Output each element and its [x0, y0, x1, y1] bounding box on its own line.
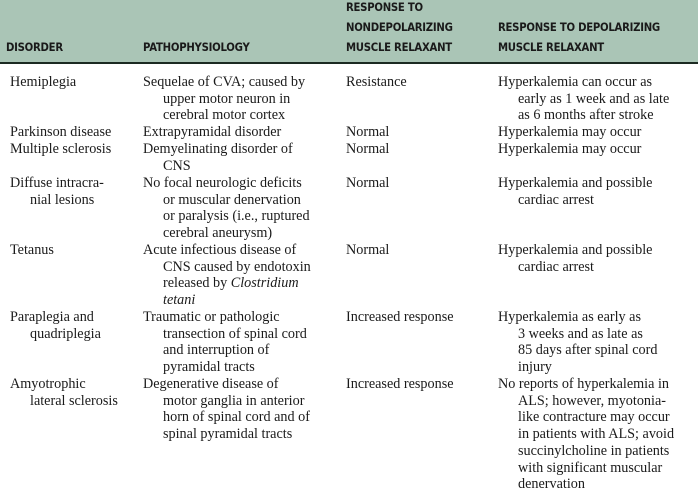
cell-depolarizing: No reports of hyperkalemia in ALS; however, myotonia- like contracture may occur in patients with ALS; avoid succinylcholine in patients with significant muscular denervation — [498, 376, 675, 493]
cell-disorder: Paraplegia and quadriplegia — [10, 309, 101, 342]
header-pathophysiology: PATHOPHYSIOLOGY — [143, 40, 250, 54]
cell-nondepolarizing: Normal — [346, 124, 390, 140]
cell-depolarizing: Hyperkalemia may occur — [498, 141, 642, 157]
cell-nondepolarizing: Increased response — [346, 309, 454, 325]
cell-disorder: Tetanus — [10, 242, 54, 258]
table-row-parkinson — [0, 124, 698, 141]
cell-nondepolarizing: Resistance — [346, 74, 407, 90]
cell-disorder: Amyotrophic lateral sclerosis — [10, 376, 118, 409]
cell-nondepolarizing: Normal — [346, 141, 390, 157]
table-row-als — [0, 376, 698, 493]
cell-pathophysiology: Sequelae of CVA; caused by upper motor neuron in cerebral motor cortex — [143, 74, 306, 124]
cell-depolarizing: Hyperkalemia and possible cardiac arrest — [498, 175, 653, 208]
cell-pathophysiology: Acute infectious disease of CNS caused by endotoxin released by Clostridium tetani — [143, 242, 311, 309]
cell-nondepolarizing: Increased response — [346, 376, 454, 392]
header-depolarizing-response: RESPONSE TO DEPOLARIZING MUSCLE RELAXANT — [498, 20, 660, 54]
cell-nondepolarizing: Normal — [346, 175, 390, 191]
cell-depolarizing: Hyperkalemia may occur — [498, 124, 642, 140]
table-row-paraplegia-quadriplegia — [0, 309, 698, 376]
cell-depolarizing: Hyperkalemia can occur as early as 1 week and as late as 6 months after stroke — [498, 74, 670, 124]
cell-pathophysiology: No focal neurologic deficits or muscular denervation or paralysis (i.e., ruptured cerebral aneurysm) — [143, 175, 310, 242]
cell-disorder: Multiple sclerosis — [10, 141, 112, 157]
table-body — [0, 64, 698, 493]
cell-pathophysiology: Demyelinating disorder of CNS — [143, 141, 293, 174]
table-header — [0, 0, 698, 64]
cell-pathophysiology: Degenerative disease of motor ganglia in anterior horn of spinal cord and of spinal pyramidal tracts — [143, 376, 310, 443]
cell-nondepolarizing: Normal — [346, 242, 390, 258]
cell-depolarizing: Hyperkalemia and possible cardiac arrest — [498, 242, 653, 275]
header-nondepolarizing-response: RESPONSE TO NONDEPOLARIZING MUSCLE RELAXANT — [346, 0, 453, 54]
cell-disorder: Diffuse intracra- nial lesions — [10, 175, 104, 208]
cell-disorder: Parkinson disease — [10, 124, 112, 140]
table-row-diffuse-intracranial-lesions — [0, 175, 698, 242]
table-row-hemiplegia — [0, 74, 698, 124]
table-row-tetanus — [0, 242, 698, 309]
organism-name: Clostridium — [230, 275, 299, 292]
cell-disorder: Hemiplegia — [10, 74, 77, 90]
organism-species: tetani — [163, 292, 196, 309]
cell-pathophysiology: Traumatic or pathologic transection of spinal cord and interruption of pyramidal tracts — [143, 309, 307, 376]
header-disorder: DISORDER — [6, 40, 63, 54]
table-row-multiple-sclerosis — [0, 141, 698, 175]
cell-depolarizing: Hyperkalemia as early as 3 weeks and as late as 85 days after spinal cord injury — [498, 309, 658, 376]
cell-pathophysiology: Extrapyramidal disorder — [143, 124, 282, 140]
